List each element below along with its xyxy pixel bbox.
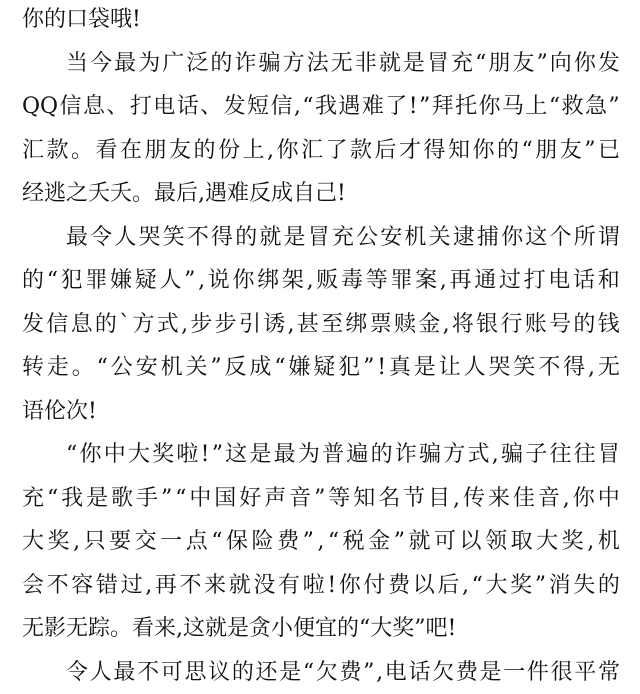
text-line: 充 “ 我 是 歌 手 ” “ 中 国 好 声 音 ” 等 知 名 节 目 , 传 来 佳 音 , 你 中 xyxy=(22,477,620,521)
text-line: 令 人 最 不 可 思 议 的 还 是 “ 欠 费 ” , 电 话 欠 费 是 一 件 很 平 常 xyxy=(22,651,620,694)
text-line: 发 信 息 的 ` 方 式 , 步 步 引 诱 , 甚 至 绑 票 赎 金 , 将 银 行 账 号 的 钱 xyxy=(22,303,620,347)
text-line: “ 你 中 大 奖 啦 ! ” 这 是 最 为 普 遍 的 诈 骗 方 式 , 骗 子 往 往 冒 xyxy=(22,433,620,477)
text-line: 最 令 人 哭 笑 不 得 的 就 是 冒 充 公 安 机 关 逮 捕 你 这 个 所 谓 xyxy=(22,216,620,260)
text-line: 大 奖 , 只 要 交 一 点 “ 保 险 费 ” , “ 税 金 ” 就 可 以 领 取 大 奖 , 机 xyxy=(22,520,620,564)
text-line: 语伦次! xyxy=(22,390,620,434)
text-line: 你的口袋哦! xyxy=(22,0,620,42)
text-line: 当 今 最 为 广 泛 的 诈 骗 方 法 无 非 就 是 冒 充 “ 朋 友 ” 向 你 发 xyxy=(22,42,620,86)
text-line: 无影无踪。看来,这就是贪小便宜的“大奖”吧! xyxy=(22,607,620,651)
text-line: 经逃之夭夭。最后,遇难反成自己! xyxy=(22,172,620,216)
text-line: 转 走 。 “ 公 安 机 关 ” 反 成 “ 嫌 疑 犯 ” ! 真 是 让 人 哭 笑 不 得 , 无 xyxy=(22,346,620,390)
text-line: 汇 款 。 看 在 朋 友 的 份 上 , 你 汇 了 款 后 才 得 知 你 的 “ 朋 友 ” 已 xyxy=(22,129,620,173)
document-body xyxy=(22,0,620,694)
text-line: QQ 信 息 、 打 电 话 、 发 短 信 , “ 我 遇 难 了 ! ” 拜 托 你 马 上 “ 救 急 ” xyxy=(22,85,620,129)
text-line: 会 不 容 错 过 , 再 不 来 就 没 有 啦 ! 你 付 费 以 后 , “ 大 奖 ” 消 失 的 xyxy=(22,564,620,608)
text-line: 的 “ 犯 罪 嫌 疑 人 ” , 说 你 绑 架 , 贩 毒 等 罪 案 , 再 通 过 打 电 话 和 xyxy=(22,259,620,303)
